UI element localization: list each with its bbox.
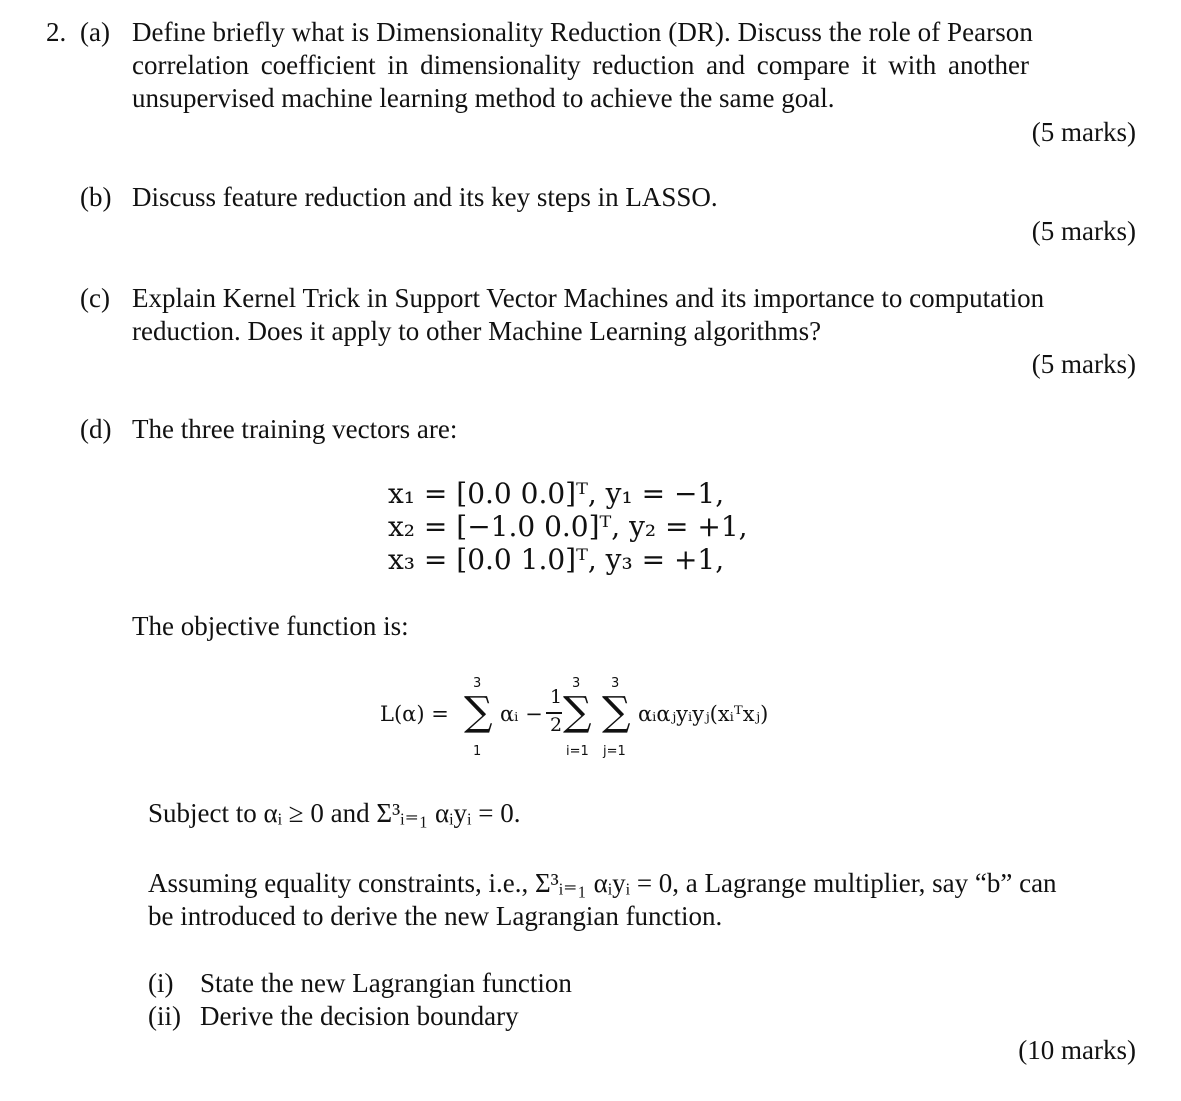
assumption-line-1: Assuming equality constraints, i.e., Σ³ᵢ₌₁ αᵢyᵢ = 0, a Lagrange multiplier, say “b” can bbox=[148, 868, 1057, 898]
constraint-line: Subject to αᵢ ≥ 0 and Σ³ᵢ₌₁ αᵢyᵢ = 0. bbox=[148, 798, 521, 828]
assumption-line-2: be introduced to derive the new Lagrangian function. bbox=[148, 901, 723, 931]
sum-2-upper: 3 bbox=[572, 676, 581, 691]
part-b-label: (b) bbox=[80, 182, 112, 212]
question-number: 2. bbox=[46, 17, 67, 47]
sub-question-ii: Derive the decision boundary bbox=[200, 1001, 519, 1031]
part-c-label: (c) bbox=[80, 283, 110, 313]
part-a-line-1: Define briefly what is Dimensionality Reduction (DR). Discuss the role of Pearson bbox=[132, 17, 1033, 47]
fraction-numerator: 1 bbox=[550, 686, 563, 708]
sum-2-sigma: ∑ bbox=[563, 689, 592, 735]
objective-lhs: L(α) = bbox=[380, 702, 449, 726]
sum-1-upper: 3 bbox=[473, 676, 482, 691]
training-vector-1: x₁ = [0.0 0.0]ᵀ, y₁ = −1, bbox=[388, 477, 725, 510]
part-a-line-3: unsupervised machine learning method to achieve the same goal. bbox=[132, 83, 835, 113]
part-a-label: (a) bbox=[80, 17, 110, 47]
training-vector-3: x₃ = [0.0 1.0]ᵀ, y₃ = +1, bbox=[388, 543, 725, 576]
sum-3-sigma: ∑ bbox=[602, 689, 631, 735]
objective-intro: The objective function is: bbox=[132, 611, 409, 641]
objective-term-1: αᵢ − bbox=[500, 702, 543, 726]
sum-3-lower: j=1 bbox=[603, 744, 626, 759]
part-c-line-2: reduction. Does it apply to other Machine Learning algorithms? bbox=[132, 316, 822, 346]
part-c-line-1: Explain Kernel Trick in Support Vector Machines and its importance to computation bbox=[132, 283, 1045, 313]
sum-3-upper: 3 bbox=[611, 676, 620, 691]
training-vector-2: x₂ = [−1.0 0.0]ᵀ, y₂ = +1, bbox=[388, 510, 748, 543]
objective-equation bbox=[380, 672, 810, 764]
part-a-marks: (5 marks) bbox=[1031, 117, 1136, 147]
part-d-intro: The three training vectors are: bbox=[132, 414, 458, 444]
sum-2-lower: i=1 bbox=[566, 744, 589, 759]
sub-question-i: State the new Lagrangian function bbox=[200, 968, 572, 998]
part-d-label: (d) bbox=[80, 414, 112, 444]
part-c-marks: (5 marks) bbox=[1031, 349, 1136, 379]
objective-term-2: αᵢαⱼyᵢyⱼ(xᵢᵀxⱼ) bbox=[638, 702, 769, 726]
part-b-line-1: Discuss feature reduction and its key steps in LASSO. bbox=[132, 182, 718, 212]
sum-1-lower: 1 bbox=[473, 744, 482, 759]
part-a-line-2: correlation coefficient in dimensionality reduction and compare it with another bbox=[132, 50, 1029, 80]
part-d-marks: (10 marks) bbox=[1018, 1035, 1136, 1065]
sub-question-i-label: (i) bbox=[148, 968, 174, 998]
part-b-marks: (5 marks) bbox=[1031, 216, 1136, 246]
fraction-denominator: 2 bbox=[550, 714, 563, 736]
sub-question-ii-label: (ii) bbox=[148, 1001, 181, 1031]
sum-1-sigma: ∑ bbox=[464, 689, 493, 735]
